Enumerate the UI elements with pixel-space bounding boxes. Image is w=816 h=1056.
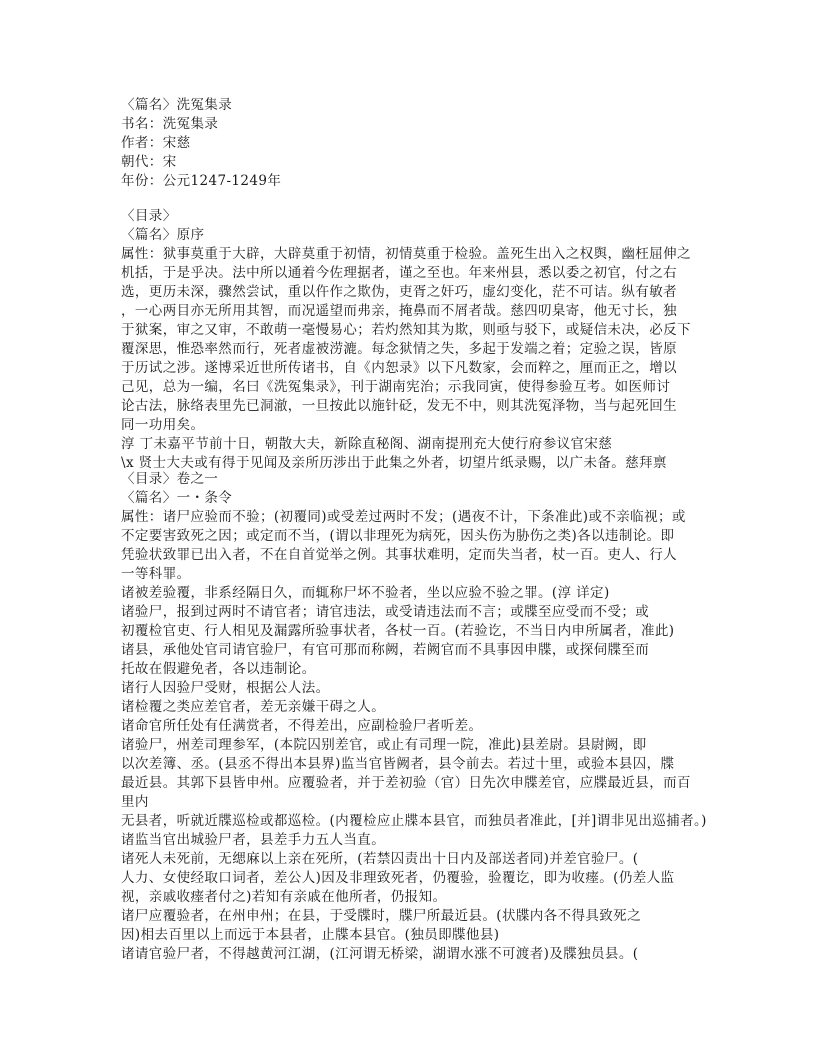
- body-line: 无县者，听就近牒巡检或都巡检。(内覆检应止牒本县官，而独员者准此，[并]谓非见出巡捕者。): [121, 813, 707, 829]
- book-metadata: [121, 96, 706, 191]
- body-line: 同一功用矣。: [121, 417, 205, 433]
- body-line: 初覆检官吏、行人相见及漏露所验事状者，各杖一百。(若验讫，不当日内申所属者，准此): [121, 623, 675, 639]
- preface-section: [121, 207, 706, 473]
- body-line: 覆深思，惟恐率然而行，死者虚被涝漉。每念狱情之失，多起于发端之着；定验之误，皆原: [121, 341, 677, 357]
- section-title: 〈篇名〉一・条令: [121, 490, 233, 506]
- body-line: 诸被差验覆，非系经隔日久，而辄称尸坏不验者，坐以应验不验之罪。(淳 详定): [121, 585, 610, 601]
- body-line: 属性：狱事莫重于大辟，大辟莫重于初情，初情莫重于检验。盖死生出入之权舆，幽枉屈伸之: [121, 246, 691, 262]
- body-line: 凭验状致罪已出入者，不在自首觉举之例。其事状难明，定而失当者，杖一百。吏人、行人: [121, 547, 677, 563]
- body-line: 以次差簿、丞。(县丞不得出本县界)监当官皆阙者，县令前去。若过十里，或验本县囚，牒: [121, 756, 675, 772]
- body-line: ，一心两目亦无所用其智，而况遥望而弗亲，掩鼻而不屑者哉。慈四叨臬寄，他无寸长，独: [121, 303, 677, 319]
- body-line: 一等科罪。: [121, 566, 191, 582]
- body-line: 论古法，脉络表里先已洞澈，一旦按此以施针砭，发无不中，则其洗冤泽物，当与起死回生: [121, 398, 677, 414]
- meta-author-line: 作者：宋慈: [121, 135, 191, 151]
- meta-title-line: 〈篇名〉洗冤集录: [121, 97, 233, 113]
- section-toc-heading: 〈目录〉: [121, 208, 177, 224]
- meta-book-name-line: 书名：洗冤集录: [121, 116, 219, 132]
- body-line: 诸命官所任处有任满赏者，不得差出，应副检验尸者听差。: [121, 718, 483, 734]
- body-line: 选，更历未深，骤然尝试，重以仵作之欺伪，吏胥之奸巧，虚幻变化，茫不可诘。纵有敏者: [121, 284, 677, 300]
- postscript-line: \x 贤士大夫或有得于见闻及亲所历涉出于此集之外者，切望片纸录赐，以广未备。慈拜禀: [121, 455, 667, 471]
- signature-line: 淳 丁未嘉平节前十日，朝散大夫，新除直秘阁、湖南提刑充大使行府参议官宋慈: [121, 436, 613, 452]
- body-line: 诸验尸，报到过两时不请官者；请官违法，或受请违法而不言；或牒至应受而不受；或: [121, 604, 650, 620]
- body-line: 诸行人因验尸受财，根据公人法。: [121, 680, 330, 696]
- body-line: 托故在假避免者，各以违制论。: [121, 661, 316, 677]
- body-line: 诸县，承他处官司请官验尸，有官可那而称阙，若阙官而不具事因申牒，或探伺牒至而: [121, 642, 650, 658]
- body-line: 最近县。其郭下县皆申州。应覆验者，并于差初验（官）日先次申牒差官，应牒最近县，而百: [121, 775, 691, 791]
- body-line: 里内: [121, 794, 149, 810]
- body-line: 视，亲戚收瘗者付之)若知有亲戚在他所者，仍报知。: [121, 889, 447, 905]
- chapter-one-section: [121, 470, 706, 964]
- body-line: 机括，于是乎决。法中所以通着今佐理据者，谨之至也。年来州县，悉以委之初官，付之右: [121, 265, 677, 281]
- body-line: 诸监当官出城验尸者，县差手力五人当直。: [121, 832, 386, 848]
- body-line: 诸验尸，州差司理参军，(本院囚别差官，或止有司理一院，准此)县差尉。县尉阙，即: [121, 737, 647, 753]
- body-line: 诸死人未死前，无缌麻以上亲在死所，(若禁囚责出十日内及部送者同)并差官验尸。(: [121, 851, 639, 867]
- body-line: 因)相去百里以上而远于本县者，止牒本县官。(独员即牒他县): [121, 927, 500, 943]
- meta-year-line: 年份：公元1247-1249年: [121, 173, 282, 189]
- body-line: 诸检覆之类应差官者，差无亲嫌干碍之人。: [121, 699, 386, 715]
- body-line: 属性：诸尸应验而不验；(初覆同)或受差过两时不发；(遇夜不计，下条准此)或不亲临视；或: [121, 509, 686, 525]
- body-line: 于历试之涉。遂博采近世所传诸书，自《内恕录》以下凡数家，会而粹之，厘而正之，增以: [121, 360, 677, 376]
- body-line: 诸请官验尸者，不得越黄河江湖，(江河谓无桥梁，湖谓水涨不可渡者)及牒独员县。(: [121, 946, 639, 962]
- section-title: 〈篇名〉原序: [121, 227, 205, 243]
- meta-dynasty-line: 朝代：宋: [121, 154, 177, 170]
- body-line: 人力、女使经取口词者，差公人)因及非理致死者，仍覆验，验覆讫，即为收瘗。(仍差人监: [121, 870, 675, 886]
- body-line: 于狱案，审之又审，不敢萌一毫慢易心；若灼然知其为欺，则亟与驳下，或疑信未决，必反下: [121, 322, 691, 338]
- body-line: 不定要害致死之因；或定而不当，(谓以非理死为病死，因头伤为胁伤之类)各以违制论。即: [121, 528, 675, 544]
- section-toc-heading: 〈目录〉卷之一: [121, 471, 219, 487]
- body-line: 己见，总为一编，名曰《洗冤集录》，刊于湖南宪治；示我同寅，使得参验互考。如医师讨: [121, 379, 671, 395]
- body-line: 诸尸应覆验者，在州申州；在县，于受牒时，牒尸所最近县。(状牒内各不得具致死之: [121, 908, 641, 924]
